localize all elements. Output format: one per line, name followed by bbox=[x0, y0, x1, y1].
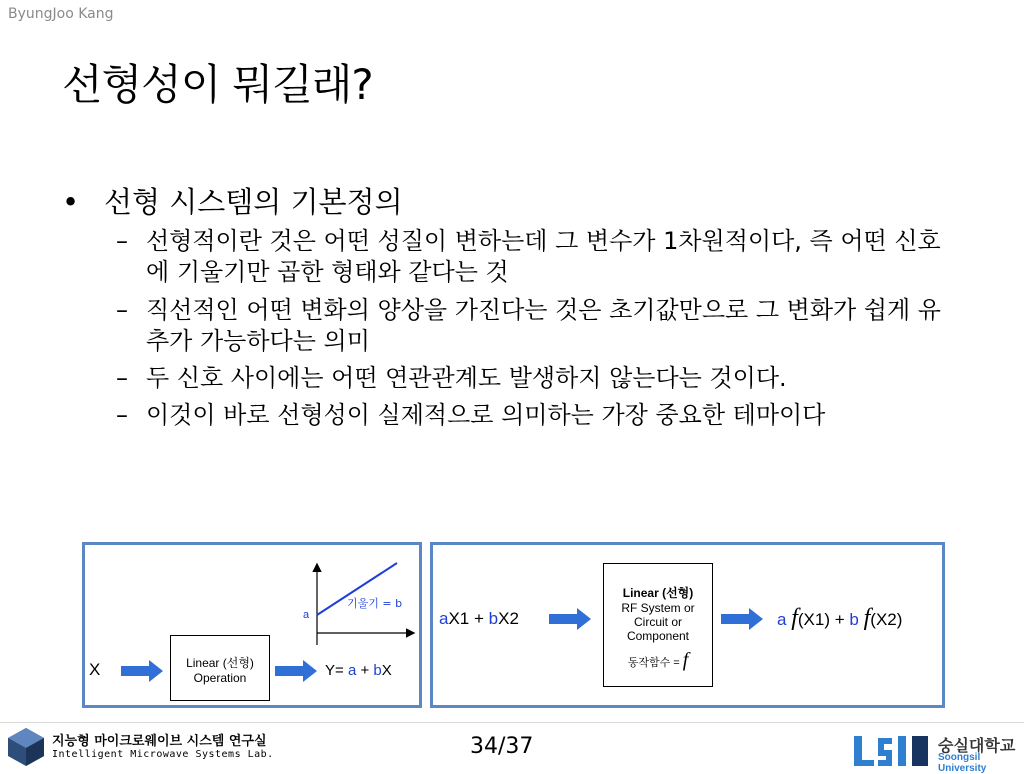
input-expression bbox=[439, 609, 519, 629]
system-function-label bbox=[604, 649, 712, 672]
input-a: a bbox=[439, 609, 449, 628]
sub-bullet-2 bbox=[60, 295, 960, 357]
system-box-line1: RF System or bbox=[621, 601, 695, 615]
output-expression bbox=[777, 605, 902, 632]
out-x1: (X1) bbox=[797, 610, 830, 629]
function-text: 동작함수 = bbox=[627, 657, 680, 669]
output-arrow-icon bbox=[275, 659, 319, 683]
sub-bullet-text: 두 신호 사이에는 어떤 연관관계도 발생하지 않는다는 것이다. bbox=[146, 364, 787, 392]
system-box-line3: Component bbox=[626, 629, 690, 643]
input-arrow-icon bbox=[121, 659, 165, 683]
linear-operation-diagram bbox=[82, 542, 422, 708]
input-plus: + bbox=[474, 609, 484, 628]
out-f2: f bbox=[863, 605, 871, 631]
slope-label: 기울기 = b bbox=[347, 597, 403, 610]
out-plus: + bbox=[834, 610, 845, 629]
box-subtitle: Operation bbox=[193, 671, 247, 685]
sub-bullet-3 bbox=[60, 363, 960, 394]
system-box-line2: Circuit or bbox=[633, 615, 682, 629]
sub-bullet-text: 이것이 바로 선형성이 실제적으로 의미하는 가장 중요한 테마이다 bbox=[146, 401, 826, 430]
sub-bullet-text: 직선적인 어떤 변화의 양상을 가진다는 것은 초기값만으로 그 변화가 쉽게 유추가 가능하다는 의미 bbox=[146, 295, 941, 355]
bullet-mark: • bbox=[62, 185, 80, 219]
main-bullet-text: 선형 시스템의 기본정의 bbox=[104, 185, 403, 219]
page-number: 34/37 bbox=[470, 734, 534, 759]
lab-name: 지능형 마이크로웨이브 시스템 연구실 bbox=[52, 734, 267, 749]
main-bullet bbox=[60, 184, 960, 220]
out-b: b bbox=[849, 610, 859, 629]
sub-bullet-4 bbox=[60, 400, 960, 431]
output-a: a bbox=[347, 662, 357, 679]
function-symbol: f bbox=[682, 649, 689, 671]
sub-bullet-text: 선형적이란 것은 어떤 성질이 변하는데 그 변수가 1차원적이다, 즉 어떤 신호에 기울기만 곱한 형태와 같다는 것 bbox=[146, 227, 941, 287]
linear-system-diagram bbox=[430, 542, 945, 708]
system-box-title: Linear (선형) bbox=[622, 586, 694, 600]
input-x1: X1 bbox=[448, 609, 470, 628]
author-name: ByungJoo Kang bbox=[8, 6, 114, 22]
output-y: Y= bbox=[325, 662, 344, 679]
input-b: b bbox=[488, 609, 499, 628]
sub-bullet-dash: – bbox=[116, 295, 128, 324]
university-name-english: Soongsil University bbox=[938, 752, 987, 774]
output-b: b bbox=[373, 662, 382, 679]
sub-bullet-dash: – bbox=[116, 401, 128, 430]
lab-name-english: Intelligent Microwave Systems Lab. bbox=[52, 749, 274, 760]
system-output-arrow-icon bbox=[721, 607, 765, 631]
university-logo-icon bbox=[848, 732, 934, 768]
input-label: X bbox=[89, 660, 101, 679]
box-title: Linear (선형) bbox=[186, 656, 254, 670]
sub-bullet-dash: – bbox=[116, 364, 128, 392]
system-input-arrow-icon bbox=[549, 607, 593, 631]
sub-bullet-dash: – bbox=[116, 227, 128, 256]
intercept-label: a bbox=[303, 609, 310, 621]
sub-bullet-1 bbox=[60, 226, 960, 288]
linear-operation-box bbox=[170, 635, 270, 701]
slide-body bbox=[60, 184, 960, 431]
out-f1: f bbox=[791, 605, 798, 631]
output-plus: + bbox=[360, 662, 370, 679]
output-expression bbox=[325, 662, 392, 679]
footer-divider bbox=[0, 722, 1024, 723]
slide-title: 선형성이 뭐길래? bbox=[62, 60, 373, 109]
output-x: X bbox=[381, 662, 392, 679]
linear-system-box bbox=[603, 563, 713, 687]
out-x2: (X2) bbox=[870, 610, 903, 629]
university-name: 숭실대학교 bbox=[938, 736, 1016, 755]
input-x2: X2 bbox=[498, 609, 519, 628]
lab-logo-icon bbox=[6, 726, 46, 766]
out-a: a bbox=[777, 610, 787, 629]
